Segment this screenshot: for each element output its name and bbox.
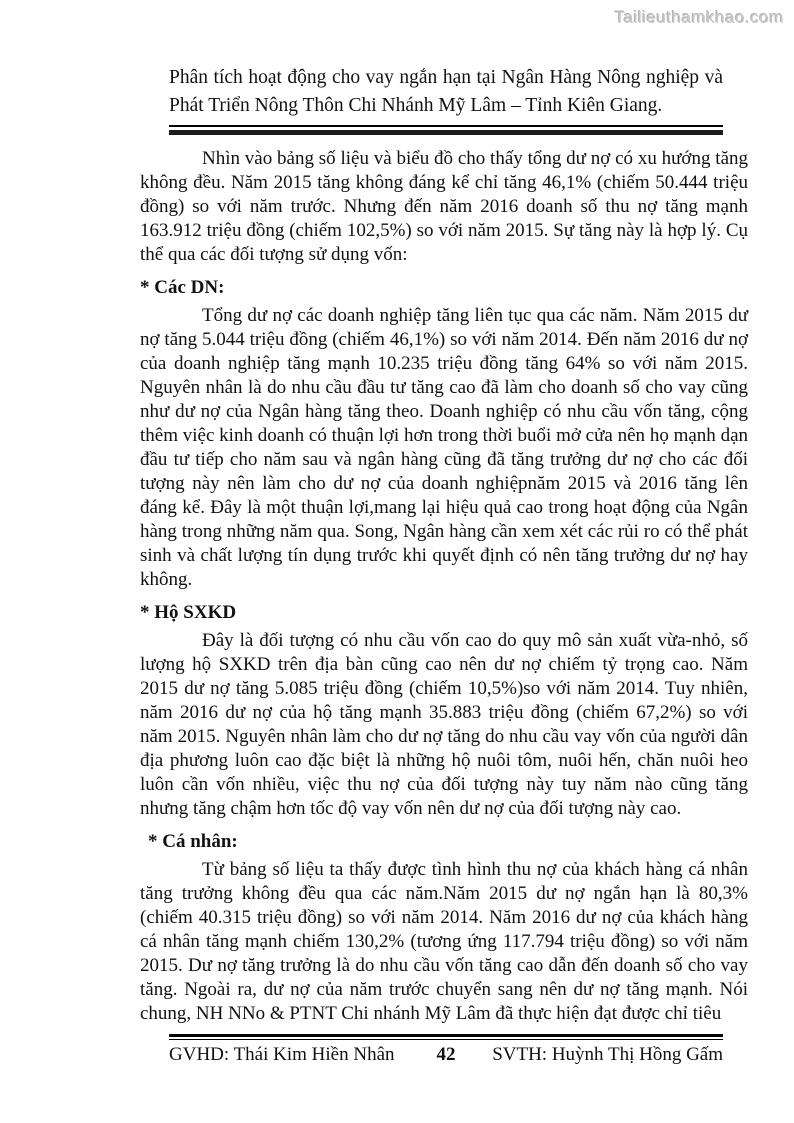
- heading-cac-dn: * Các DN:: [140, 277, 225, 298]
- heading-ca-nhan: * Cá nhân:: [148, 831, 238, 852]
- header-rule: [169, 125, 723, 135]
- footer-advisor: GVHD: Thái Kim Hiền Nhân: [169, 1044, 395, 1065]
- footer-student: SVTH: Huỳnh Thị Hồng Gấm: [492, 1044, 723, 1065]
- paragraph-ca-nhan: Từ bảng số liệu ta thấy được tình hình thu nợ của khách hàng cá nhân tăng trưởng không đều qua các năm.Năm 2015 dư nợ ngắn hạn là 80,3% (chiếm 40.315 triệu đồng) so với năm 2014. Năm 2016 dư nợ của khách hàng cá nhân tăng mạnh chiếm 130,2% (tương ứng 117.794 triệu đồng) so với năm 2015. Dư nợ tăng trưởng là do nhu cầu vốn tăng cao dẫn đến doanh số cho vay tăng. Ngoài ra, dư nợ của năm trước chuyển sang nên dư nợ tăng mạnh. Nói chung, NH NNo & PTNT Chi nhánh Mỹ Lâm đã thực hiện đạt được chỉ tiêu: [140, 859, 748, 1024]
- paragraph-cac-dn: Tổng dư nợ các doanh nghiệp tăng liên tục qua các năm. Năm 2015 dư nợ tăng 5.044 triệu đồng (chiếm 46,1%) so với năm 2014. Đến năm 2016 dư nợ của doanh nghiệp tăng mạnh 10.235 triệu đồng tăng 64% so với năm 2015. Nguyên nhân là do nhu cầu đầu tư tăng cao đã làm cho doanh số cho vay cũng như dư nợ của Ngân hàng tăng theo. Doanh nghiệp có nhu cầu vốn tăng, cộng thêm việc kinh doanh có thuận lợi hơn trong thời buổi mở cửa nên họ mạnh dạn đầu tư tiếp cho năm sau và ngân hàng cũng đã tăng trưởng dư nợ cho các đối tượng này nên làm cho dư nợ của doanh nghiệpnăm 2015 và 2016 tăng lên đáng kể. Đây là một thuận lợi,mang lại hiệu quả cao trong hoạt động của Ngân hàng trong những năm qua. Song, Ngân hàng cần xem xét các rủi ro có thể phát sinh và chất lượng tín dụng trước khi quyết định có nên tăng trưởng dư nợ hay không.: [140, 305, 748, 590]
- paragraph-intro: Nhìn vào bảng số liệu và biểu đồ cho thấy tổng dư nợ có xu hướng tăng không đều. Năm 2015 tăng không đáng kể chỉ tăng 46,1% (chiếm 50.444 triệu đồng) so với năm trước. Nhưng đến năm 2016 doanh số thu nợ tăng mạnh 163.912 triệu đồng (chiếm 102,5%) so với năm 2015. Sự tăng này là hợp lý. Cụ thể qua các đối tượng sử dụng vốn:: [140, 148, 748, 265]
- site-watermark: Tailieuthamkhao.com: [614, 8, 784, 27]
- page-header: [169, 64, 723, 135]
- heading-ho-sxkd: * Hộ SXKD: [140, 602, 237, 623]
- paragraph-ho-sxkd: Đây là đối tượng có nhu cầu vốn cao do quy mô sản xuất vừa-nhỏ, số lượng hộ SXKD trên địa bàn cũng cao nên dư nợ chiếm tỷ trọng cao. Năm 2015 dư nợ tăng 5.085 triệu đồng (chiếm 10,5%)so với năm 2014. Tuy nhiên, năm 2016 dư nợ của hộ tăng mạnh 35.883 triệu đồng (chiếm 67,2%) so với năm 2015. Nguyên nhân làm cho dư nợ tăng do nhu cầu vay vốn của người dân địa phương luôn cao đặc biệt là những hộ nuôi tôm, nuôi hến, chăn nuôi heo luôn cần vốn nhiều, việc thu nợ của đối tượng này tuy năm nào cũng tăng nhưng tăng chậm hơn tốc độ vay vốn nên dư nợ của đối tượng này cao.: [140, 630, 748, 819]
- document-body: [140, 147, 748, 1026]
- page-header-title: Phân tích hoạt động cho vay ngắn hạn tại Ngân Hàng Nông nghiệp và Phát Triển Nông Thôn Chi Nhánh Mỹ Lâm – Tỉnh Kiên Giang.: [169, 67, 723, 116]
- footer-page-number: 42: [436, 1044, 456, 1065]
- footer-row: [169, 1043, 723, 1067]
- footer-rule: [169, 1034, 723, 1040]
- page-footer: [169, 1034, 723, 1067]
